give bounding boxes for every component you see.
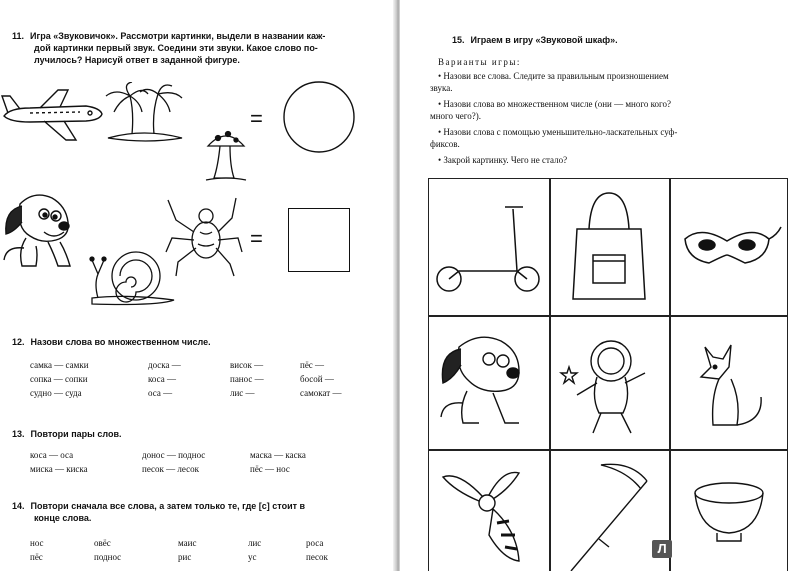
word: песок — [306, 552, 328, 562]
airplane-picture — [0, 86, 104, 144]
task-14-row — [30, 550, 328, 564]
spider-picture — [164, 192, 244, 278]
bowl-picture — [671, 451, 785, 571]
bag-picture — [551, 179, 667, 313]
publisher-logo: Л — [652, 540, 672, 558]
mushroom-picture — [204, 126, 248, 184]
option-line: звука. — [430, 83, 453, 93]
grid-cell-astronaut[interactable] — [550, 316, 670, 450]
left-page — [0, 0, 396, 571]
word: рис — [178, 552, 192, 562]
options-heading: Варианты игры: — [438, 57, 521, 67]
word-pair: песок — лесок — [142, 464, 199, 474]
picture-grid — [428, 178, 788, 571]
word-pair: лис — — [230, 388, 255, 398]
task-12-number: 12. — [12, 337, 25, 347]
task-12-row — [30, 358, 341, 372]
scooter-picture — [429, 179, 547, 313]
mask-picture — [671, 179, 785, 313]
word-pair: панос — — [230, 374, 264, 384]
equals-sign-1: = — [250, 106, 263, 131]
grid-cell-scooter[interactable] — [428, 178, 550, 316]
grid-cell-wasp[interactable] — [428, 450, 550, 571]
puppy-picture — [0, 188, 80, 270]
word-pair: судно — суда — [30, 388, 82, 398]
grid-cell-puppy[interactable] — [428, 316, 550, 450]
answer-circle[interactable] — [282, 80, 356, 154]
word: лис — [248, 538, 262, 548]
word: пёс — [30, 552, 43, 562]
task-13-title: 13. Повтори пары слов. — [12, 429, 122, 439]
word-pair: доска — — [148, 360, 181, 370]
option-line: • Назови слова с помощью уменьшительно-ласкательных суф- — [438, 127, 678, 137]
grid-cell-fox[interactable] — [670, 316, 788, 450]
task-11-number: 11. — [12, 31, 25, 41]
task-13-number: 13. — [12, 429, 25, 439]
word-pair: пёс — — [300, 360, 325, 370]
option-line: фиксов. — [430, 139, 460, 149]
task-12-title: 12. Назови слова во множественном числе. — [12, 337, 211, 347]
word: ус — [248, 552, 257, 562]
task-11-line-3: лучилось? Нарисуй ответ в заданной фигуре. — [34, 55, 240, 65]
word-pair: босой — — [300, 374, 334, 384]
word-pair: миска — киска — [30, 464, 88, 474]
task-11-line-1: 11. Игра «Звуковичок». Рассмотри картинки, выдели в названии каж- — [12, 31, 326, 41]
task-12-row — [30, 386, 341, 400]
right-page — [400, 0, 800, 571]
option-line: • Назови слова во множественном числе (они — много кого? — [438, 99, 671, 109]
task-12-words — [30, 358, 341, 400]
grid-cell-bowl[interactable] — [670, 450, 788, 571]
grid-cell-bag[interactable] — [550, 178, 670, 316]
task-15-title: 15. Играем в игру «Звуковой шкаф». — [452, 35, 618, 45]
word: поднос — [94, 552, 122, 562]
task-14-line-2: конце слова. — [34, 513, 92, 523]
word-pair: сопка — сопки — [30, 374, 88, 384]
task-14-line-1: 14. Повтори сначала все слова, а затем только те, где [с] стоит в — [12, 501, 306, 511]
word-pair: коса — оса — [30, 450, 74, 460]
option-line: много чего?). — [430, 111, 481, 121]
word: маис — [178, 538, 197, 548]
task-15-number: 15. — [452, 35, 465, 45]
word-pair: оса — — [148, 388, 173, 398]
scythe-picture — [551, 451, 667, 571]
word: нос — [30, 538, 44, 548]
option-line: • Назови все слова. Следите за правильным произношением — [438, 71, 669, 81]
task-11 — [12, 30, 382, 66]
word-pair: самка — самки — [30, 360, 89, 370]
word: роса — [306, 538, 324, 548]
task-13-row — [30, 448, 306, 462]
task-14 — [12, 500, 382, 524]
equals-sign-2: = — [250, 226, 263, 251]
task-14-words — [30, 536, 328, 564]
task-12-row — [30, 372, 341, 386]
grid-cell-mask[interactable] — [670, 178, 788, 316]
word-pair: коса — — [148, 374, 176, 384]
wasp-picture — [429, 451, 547, 571]
word-pair: пёс — нос — [250, 464, 290, 474]
word-pair: маска — каска — [250, 450, 306, 460]
word-pair: донос — поднос — [142, 450, 206, 460]
answer-square[interactable] — [288, 208, 350, 272]
word-pair: висок — — [230, 360, 264, 370]
palm-island-picture — [102, 82, 188, 144]
task-11-line-2: дой картинки первый звук. Соедини эти звуки. Какое слово по- — [34, 43, 318, 53]
task-13-row — [30, 462, 306, 476]
word-pair: самокат — — [300, 388, 342, 398]
fox-picture — [671, 317, 785, 447]
astronaut-picture — [551, 317, 667, 447]
option-line: • Закрой картинку. Чего не стало? — [438, 155, 568, 165]
task-13-words — [30, 448, 306, 476]
task-14-row — [30, 536, 328, 550]
task-14-number: 14. — [12, 501, 25, 511]
word: овёс — [94, 538, 111, 548]
puppy-picture-2 — [429, 317, 547, 447]
